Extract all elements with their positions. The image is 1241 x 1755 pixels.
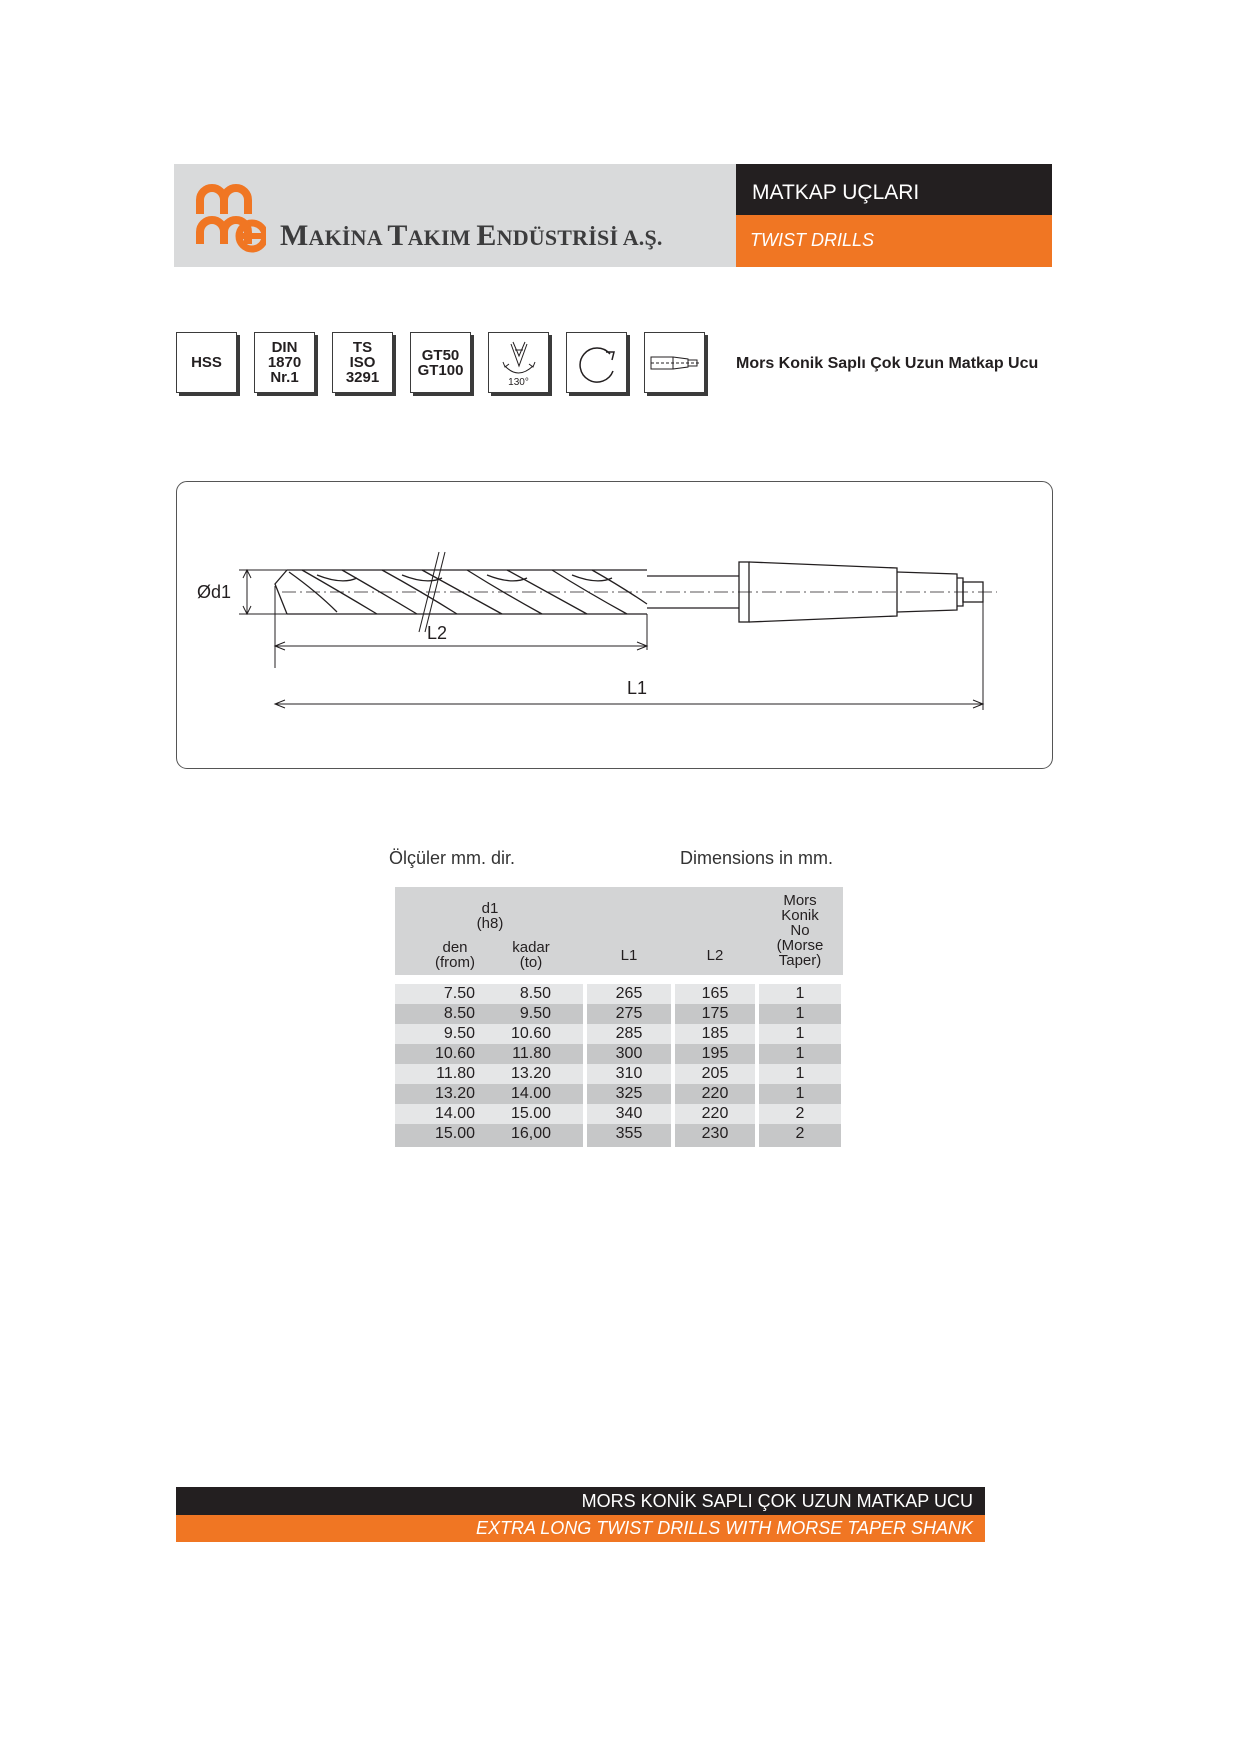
company-banner bbox=[174, 164, 736, 267]
label-l2: L2 bbox=[427, 623, 448, 643]
point-angle-label: 130° bbox=[508, 377, 529, 388]
label-l1: L1 bbox=[627, 678, 648, 698]
company-name: MAKİNA TAKIM ENDÜSTRİSİ A.Ş. bbox=[280, 219, 663, 252]
table-row: 7.50 8.50 265 165 1 bbox=[395, 984, 843, 1004]
header-d1: d1 (h8) bbox=[476, 900, 504, 932]
point-angle-icon bbox=[491, 336, 546, 380]
badge-rotation bbox=[566, 332, 627, 393]
badge-din: DIN 1870 Nr.1 bbox=[254, 332, 315, 393]
badge-ts-iso: TS ISO 3291 bbox=[332, 332, 393, 393]
label-d1: Ød1 bbox=[197, 582, 232, 602]
caption-en: Dimensions in mm. bbox=[680, 848, 834, 868]
table-row: 13.20 14.00 325 220 1 bbox=[395, 1084, 843, 1104]
morse-taper-shank-icon bbox=[648, 348, 702, 378]
table-bottom-rule bbox=[395, 1144, 843, 1147]
catalog-section-title bbox=[736, 164, 1052, 267]
table-row: 9.50 10.60 285 185 1 bbox=[395, 1024, 843, 1044]
section-title-tr: MATKAP UÇLARI bbox=[736, 164, 1052, 215]
table-row: 8.50 9.50 275 175 1 bbox=[395, 1004, 843, 1024]
section-title-en: TWIST DRILLS bbox=[736, 215, 1052, 267]
page-footer bbox=[176, 1487, 985, 1542]
header-from: den (from) bbox=[435, 939, 475, 971]
product-name: Mors Konik Saplı Çok Uzun Matkap Ucu bbox=[736, 355, 1039, 372]
badge-shank bbox=[644, 332, 705, 393]
header-l2: L2 bbox=[706, 947, 724, 964]
company-logo bbox=[194, 178, 266, 254]
footer-title-en: EXTRA LONG TWIST DRILLS WITH MORSE TAPER SHANK bbox=[176, 1515, 985, 1542]
footer-title-tr: MORS KONİK SAPLI ÇOK UZUN MATKAP UCU bbox=[176, 1487, 985, 1515]
drill-drawing bbox=[177, 482, 1054, 770]
table-row: 10.60 11.80 300 195 1 bbox=[395, 1044, 843, 1064]
badge-gt: GT50 GT100 bbox=[410, 332, 471, 393]
table-row: 11.80 13.20 310 205 1 bbox=[395, 1064, 843, 1084]
header-to: kadar (to) bbox=[512, 939, 550, 971]
badge-hss: HSS bbox=[176, 332, 237, 393]
caption-tr: Ölçüler mm. dir. bbox=[389, 848, 516, 868]
right-hand-rotation-icon bbox=[572, 338, 622, 388]
page-header bbox=[174, 164, 1052, 267]
header-l1: L1 bbox=[620, 947, 638, 964]
technical-drawing bbox=[176, 481, 1053, 769]
table-header bbox=[395, 887, 843, 975]
header-morse: Mors Konik No (Morse Taper) bbox=[776, 892, 824, 969]
table-row: 15.00 16,00 355 230 2 bbox=[395, 1124, 843, 1144]
badge-point-angle bbox=[488, 332, 549, 393]
table-row: 14.00 15.00 340 220 2 bbox=[395, 1104, 843, 1124]
